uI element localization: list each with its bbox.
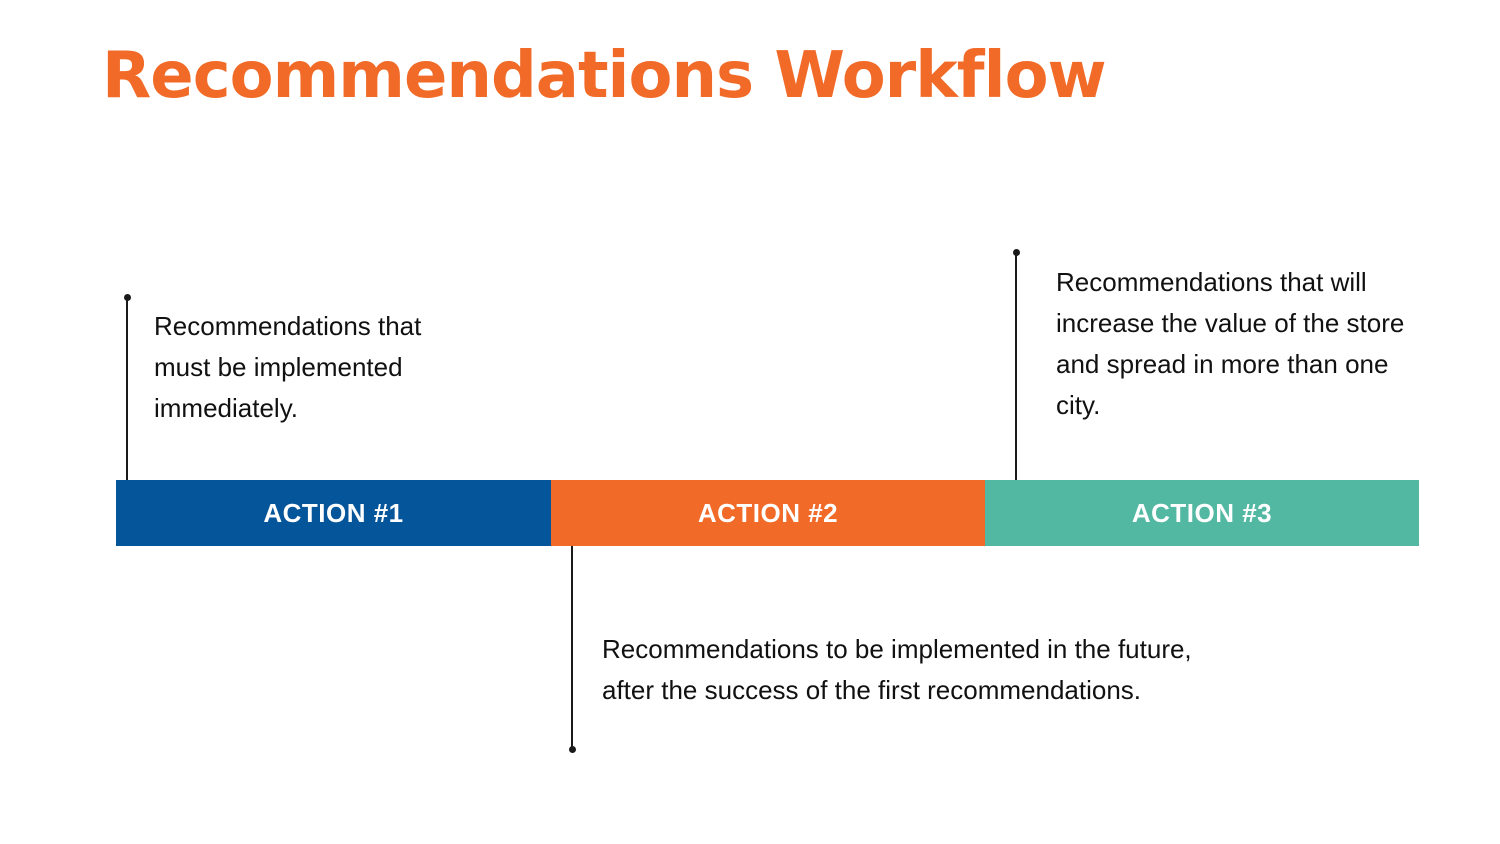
action-2-connector-dot	[569, 746, 576, 753]
action-2-connector-line	[571, 546, 573, 750]
action-2-label: ACTION #2	[697, 497, 839, 528]
action-3-connector-dot	[1013, 249, 1020, 256]
action-1-bar	[116, 480, 551, 546]
action-2-bar	[551, 480, 985, 546]
action-3-bar	[985, 480, 1419, 546]
action-1-label: ACTION #1	[263, 497, 404, 528]
action-3-description: Recommendations that will increase the value of the store and spread in more than one city.	[1056, 267, 1405, 420]
action-2-description: Recommendations to be implemented in the future, after the success of the first recommendations.	[602, 634, 1192, 705]
action-3-connector-line	[1015, 253, 1017, 480]
action-1-connector-dot	[124, 294, 131, 301]
action-1-connector-line	[126, 298, 128, 480]
action-1-description: Recommendations that must be implemented immediately.	[154, 311, 422, 423]
page-title: Recommendations Workflow	[102, 39, 1106, 113]
action-3-label: ACTION #3	[1131, 497, 1273, 528]
